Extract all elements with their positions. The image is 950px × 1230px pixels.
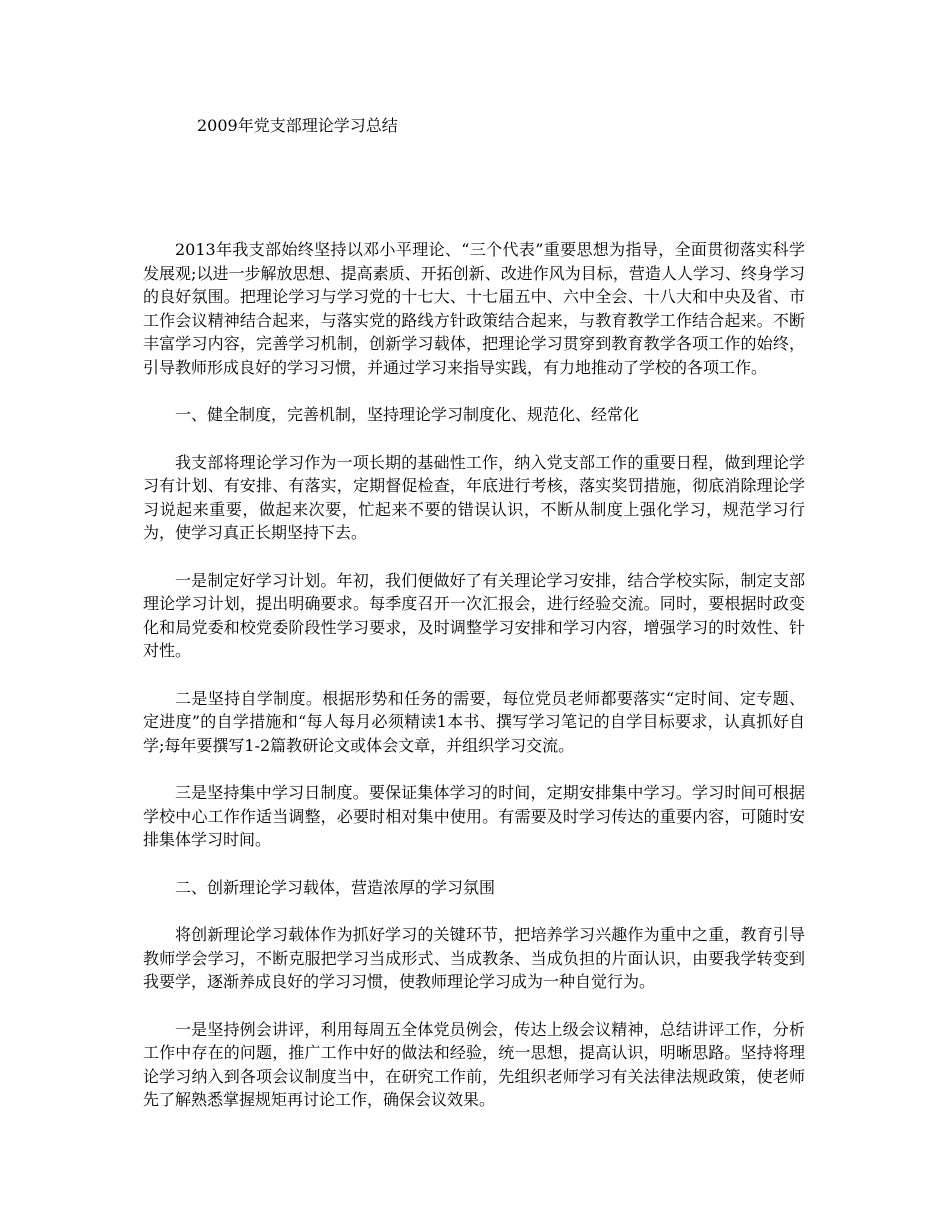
study-plan-paragraph: 一是制定好学习计划。年初，我们便做好了有关理论学习安排，结合学校实际，制定支部理论学习计划，提出明确要求。每季度召开一次汇报会，进行经验交流。同时，要根据时政变化和局党委和校党委阶段性学习要求，及时调整学习安排和学习内容，增强学习的时效性、针对性。 <box>143 570 805 660</box>
document-title: 2009年党支部理论学习总结 <box>197 116 398 135</box>
section-1-paragraph: 我支部将理论学习作为一项长期的基础性工作，纳入党支部工作的重要日程，做到理论学习有计划、有安排、有落实，定期督促检查，年底进行考核，落实奖罚措施，彻底消除理论学习说起来重要，做起来次要，忙起来不要的错误认识，不断从制度上强化学习，规范学习行为，使学习真正长期坚持下去。 <box>143 452 805 542</box>
section-2-paragraph: 将创新理论学习载体作为抓好学习的关键环节，把培养学习兴趣作为重中之重，教育引导教师学会学习，不断克服把学习当成形式、当成教条、当成负担的片面认识，由要我学转变到我要学，逐渐养成良好的学习习惯，使教师理论学习成为一种自觉行为。 <box>143 925 805 991</box>
weekly-meeting-paragraph: 一是坚持例会讲评，利用每周五全体党员例会，传达上级会议精神，总结讲评工作，分析工作中存在的问题，推广工作中好的做法和经验，统一思想，提高认识，明晰思路。坚持将理论学习纳入到各项会议制度当中，在研究工作前，先组织老师学习有关法律法规政策，使老师先了解熟悉掌握规矩再讨论工作，确保会议效果。 <box>143 1019 805 1109</box>
self-study-paragraph: 二是坚持自学制度。根据形势和任务的需要，每位党员老师都要落实“定时间、定专题、定进度”的自学措施和“每人每月必须精读1本书、撰写学习笔记的自学目标要求，认真抓好自学;每年要撰写1-2篇教研论文或体会文章，并组织学习交流。 <box>143 688 805 755</box>
intro-paragraph: 2013年我支部始终坚持以邓小平理论、“三个代表”重要思想为指导，全面贯彻落实科学发展观;以进一步解放思想、提高素质、开拓创新、改进作风为目标，营造人人学习、终身学习的良好氛围。把理论学习与学习党的十七大、十七届五中、六中全会、十八大和中央及省、市工作会议精神结合起来，与落实党的路线方针政策结合起来，与教育教学工作结合起来。不断丰富学习内容，完善学习机制，创新学习载体，把理论学习贯穿到教育教学各项工作的始终，引导教师形成良好的学习习惯，并通过学习来指导实践，有力地推动了学校的各项工作。 <box>143 240 805 377</box>
document-body <box>143 238 805 1136</box>
section-heading-1: 一、健全制度，完善机制，坚持理论学习制度化、规范化、经常化 <box>175 405 640 424</box>
group-study-paragraph: 三是坚持集中学习日制度。要保证集体学习的时间，定期安排集中学习。学习时间可根据学校中心工作作适当调整，必要时相对集中使用。有需要及时学习传达的重要内容，可随时安排集体学习时间。 <box>143 783 805 849</box>
section-heading-2: 二、创新理论学习载体，营造浓厚的学习氛围 <box>175 877 496 897</box>
